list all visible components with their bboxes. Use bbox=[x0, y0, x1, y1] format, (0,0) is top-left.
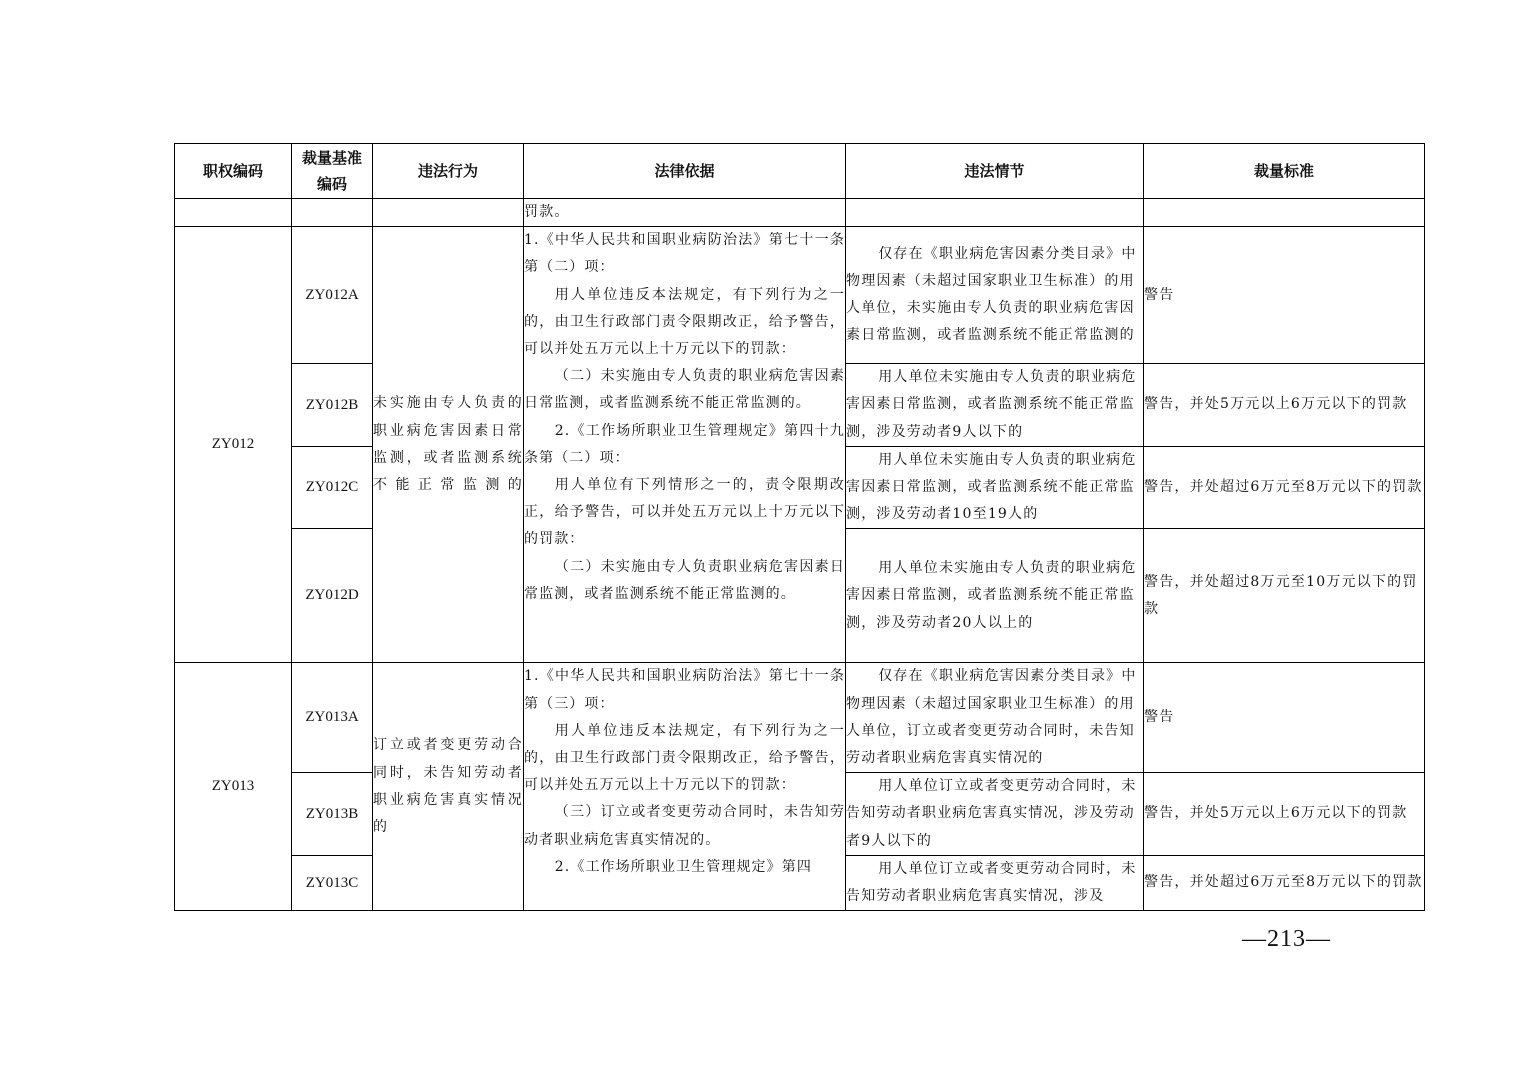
page-number: —213— bbox=[1242, 926, 1331, 952]
standard-code-cell: ZY012D bbox=[292, 529, 373, 663]
circumstance-cell: 用人单位未实施由专人负责的职业病危害因素日常监测，或者监测系统不能正常监测，涉及劳动者9人以下的 bbox=[846, 364, 1144, 447]
standard-cell: 警告，并处超过8万元至10万元以下的罚款 bbox=[1144, 529, 1425, 663]
carryover-row bbox=[175, 199, 1425, 227]
law-paragraph: 1.《中华人民共和国职业病防治法》第七十一条第（三）项： bbox=[524, 668, 845, 712]
table-row bbox=[175, 663, 1425, 773]
violation-cell: 未实施由专人负责的职业病危害因素日常监测，或者监测系统不能正常监测的 bbox=[373, 227, 524, 663]
header-standard-code-line1: 裁量基准 bbox=[301, 149, 362, 167]
header-row bbox=[175, 144, 1425, 199]
circumstance-cell: 用人单位未实施由专人负责的职业病危害因素日常监测，或者监测系统不能正常监测，涉及劳动者20人以上的 bbox=[846, 529, 1144, 663]
legal-basis-cell bbox=[524, 227, 846, 663]
circumstance-cell: 用人单位未实施由专人负责的职业病危害因素日常监测，或者监测系统不能正常监测，涉及劳动者10至19人的 bbox=[846, 446, 1144, 529]
law-paragraph: 2.《工作场所职业卫生管理规定》第四十九条第（二）项： bbox=[524, 422, 845, 466]
law-paragraph: （二）未实施由专人负责职业病危害因素日常监测，或者监测系统不能正常监测的。 bbox=[524, 558, 845, 602]
standard-cell: 警告，并处5万元以上6万元以下的罚款 bbox=[1144, 364, 1425, 447]
violation-cell: 订立或者变更劳动合同时，未告知劳动者职业病危害真实情况的 bbox=[373, 663, 524, 911]
standard-cell: 警告，并处超过6万元至8万元以下的罚款 bbox=[1144, 855, 1425, 910]
standard-cell: 警告，并处超过6万元至8万元以下的罚款 bbox=[1144, 446, 1425, 529]
standard-code-cell: ZY013A bbox=[292, 663, 373, 773]
law-paragraph: 2.《工作场所职业卫生管理规定》第四 bbox=[554, 858, 812, 875]
power-code-cell: ZY012 bbox=[175, 227, 292, 663]
standard-code-cell: ZY012A bbox=[292, 227, 373, 364]
law-paragraph: 用人单位违反本法规定，有下列行为之一的，由卫生行政部门责令限期改正，给予警告，可以并处五万元以上十万元以下的罚款： bbox=[524, 286, 845, 358]
standard-cell: 警告 bbox=[1144, 227, 1425, 364]
legal-basis-cell bbox=[524, 663, 846, 911]
law-paragraph: 1.《中华人民共和国职业病防治法》第七十一条第（二）项： bbox=[524, 232, 845, 276]
power-code-cell: ZY013 bbox=[175, 663, 292, 911]
standard-code-cell: ZY012B bbox=[292, 364, 373, 447]
discretion-standard-table bbox=[174, 143, 1425, 911]
law-paragraph: （三）订立或者变更劳动合同时，未告知劳动者职业病危害真实情况的。 bbox=[524, 804, 845, 848]
header-violation: 违法行为 bbox=[373, 144, 524, 199]
circumstance-cell: 仅存在《职业病危害因素分类目录》中物理因素（未超过国家职业卫生标准）的用人单位，未实施由专人负责的职业病危害因素日常监测，或者监测系统不能正常监测的 bbox=[846, 227, 1144, 364]
header-standard-code-line2: 编码 bbox=[316, 175, 347, 193]
circumstance-cell: 用人单位订立或者变更劳动合同时，未告知劳动者职业病危害真实情况，涉及 bbox=[846, 855, 1144, 910]
law-paragraph: （二）未实施由专人负责的职业病危害因素日常监测，或者监测系统不能正常监测的。 bbox=[524, 368, 845, 412]
header-standard-code bbox=[292, 144, 373, 199]
standard-code-cell: ZY013C bbox=[292, 855, 373, 910]
header-power-code: 职权编码 bbox=[175, 144, 292, 199]
standard-cell: 警告 bbox=[1144, 663, 1425, 773]
standard-cell: 警告，并处5万元以上6万元以下的罚款 bbox=[1144, 773, 1425, 856]
header-legal-basis: 法律依据 bbox=[524, 144, 846, 199]
law-paragraph: 用人单位有下列情形之一的，责令限期改正，给予警告，可以并处五万元以上十万元以下的罚款： bbox=[524, 477, 845, 548]
circumstance-cell: 仅存在《职业病危害因素分类目录》中物理因素（未超过国家职业卫生标准）的用人单位，订立或者变更劳动合同时，未告知劳动者职业病危害真实情况的 bbox=[846, 663, 1144, 773]
header-circumstance: 违法情节 bbox=[846, 144, 1144, 199]
header-standard: 裁量标准 bbox=[1144, 144, 1425, 199]
carryover-law-text: 罚款。 bbox=[524, 199, 846, 227]
law-paragraph: 用人单位违反本法规定，有下列行为之一的，由卫生行政部门责令限期改正，给予警告，可以并处五万元以上十万元以下的罚款： bbox=[524, 722, 845, 794]
standard-code-cell: ZY013B bbox=[292, 773, 373, 856]
circumstance-cell: 用人单位订立或者变更劳动合同时，未告知劳动者职业病危害真实情况，涉及劳动者9人以下的 bbox=[846, 773, 1144, 856]
table-row bbox=[175, 227, 1425, 364]
standard-code-cell: ZY012C bbox=[292, 446, 373, 529]
